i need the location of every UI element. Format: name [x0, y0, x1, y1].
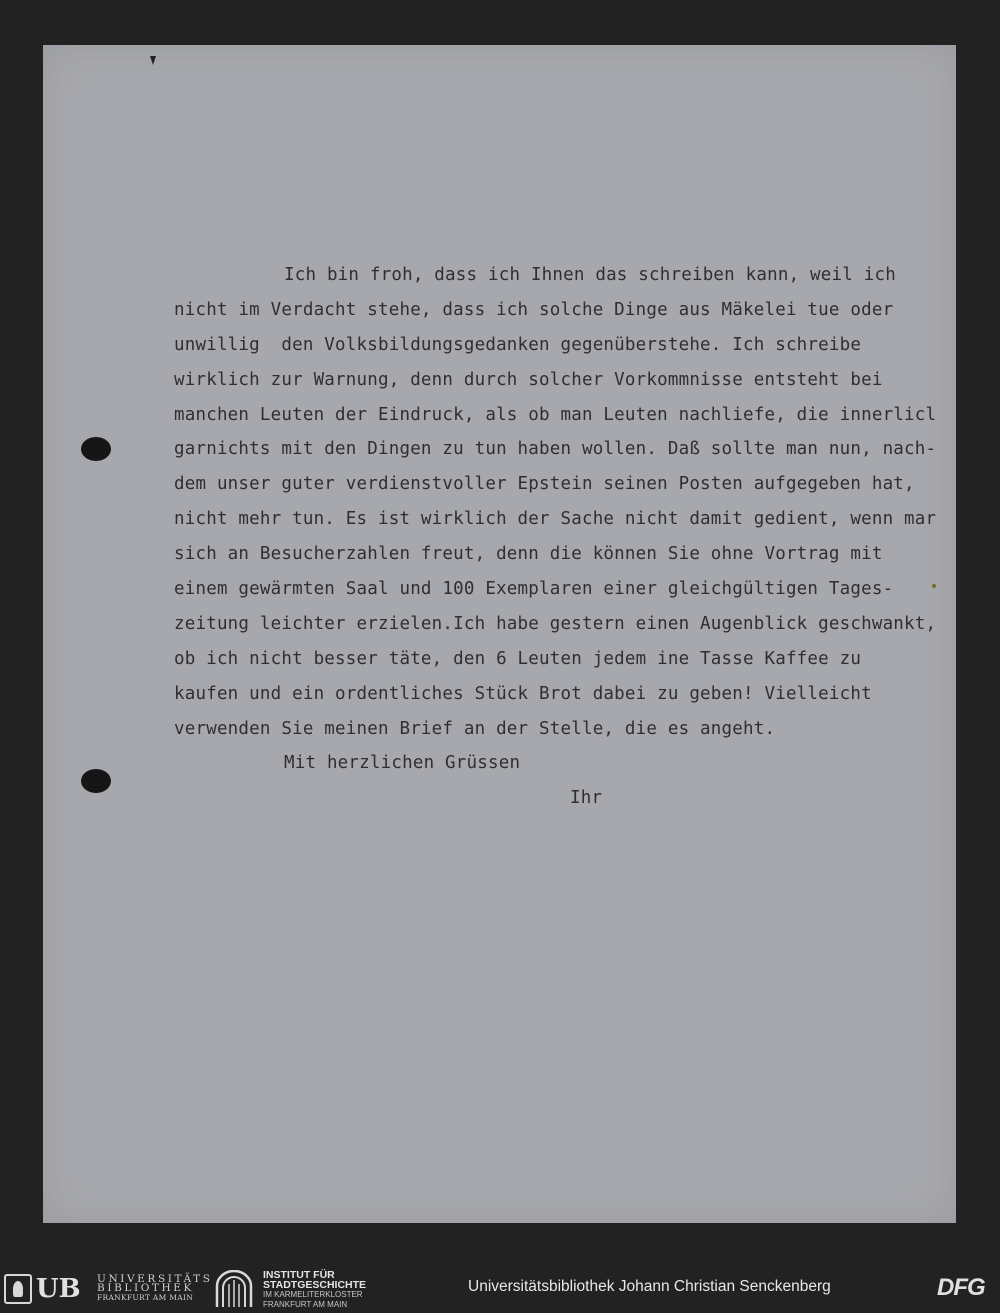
letter-line: ob ich nicht besser täte, den 6 Leuten jedem ine Tasse Kaffee zu [174, 648, 862, 669]
institute-arch-logo-icon [213, 1270, 255, 1308]
punch-hole-bottom [81, 769, 111, 793]
letter-closing: Ihr [570, 788, 603, 809]
letter-line: einem gewärmten Saal und 100 Exemplaren einer gleichgültigen Tages- [174, 579, 894, 600]
university-library-logo[interactable] [4, 1273, 94, 1305]
footer-bar [0, 1262, 1000, 1313]
letter-line: kaufen und ein ordentliches Stück Brot dabei zu geben! Vielleicht [174, 683, 872, 704]
ub-name [97, 1275, 213, 1302]
isg-line4: FRANKFURT AM MAIN [263, 1299, 348, 1309]
isg-line3: IM KARMELITERKLOSTER [263, 1290, 363, 1299]
ub-line3: FRANKFURT AM MAIN [97, 1293, 194, 1302]
letter-line: Ich bin froh, dass ich Ihnen das schreiben kann, weil ich [284, 265, 896, 285]
letter-line: manchen Leuten der Eindruck, als ob man Leuten nachliefe, die innerlicl [174, 404, 937, 425]
isg-line2: STADTGESCHICHTE [263, 1278, 367, 1291]
letter-line: sich an Besucherzahlen freut, denn die können Sie ohne Vortrag mit [174, 544, 883, 565]
margin-mark [150, 56, 156, 65]
ub-letters: UB [36, 1274, 81, 1304]
letter-body [174, 258, 964, 816]
isg-name [263, 1271, 366, 1309]
letter-greeting: Mit herzlichen Grüssen [284, 753, 521, 774]
letter-line: wirklich zur Warnung, denn durch solcher Vorkommnisse entsteht bei [174, 369, 883, 390]
letter-line: dem unser guter verdienstvoller Epstein seinen Posten aufgegeben hat, [174, 474, 915, 495]
punch-hole-top [81, 437, 111, 461]
footer-credit[interactable]: Universitätsbibliothek Johann Christian Senckenberg [468, 1278, 831, 1295]
letter-line: unwillig den Volksbildungsgedanken gegenüberstehe. Ich schreibe [174, 334, 862, 355]
letter-line: verwenden Sie meinen Brief an der Stelle, die es angeht. [174, 718, 776, 739]
isg-line1: INSTITUT FÜR [263, 1269, 335, 1281]
letter-line: nicht mehr tun. Es ist wirklich der Sache nicht damit gedient, wenn mar [174, 509, 937, 530]
letter-line: zeitung leichter erzielen.Ich habe gestern einen Augenblick geschwankt, [174, 613, 937, 634]
ub-line2: BIBLIOTHEK [97, 1282, 194, 1294]
dfg-logo[interactable]: DFG [937, 1274, 985, 1301]
letter-line: nicht im Verdacht stehe, dass ich solche Dinge aus Mäkelei tue oder [174, 299, 894, 320]
letter-line: garnichts mit den Dingen zu tun haben wollen. Daß sollte man nun, nach- [174, 439, 937, 460]
university-library-logo-icon [4, 1274, 32, 1304]
ub-line1: UNIVERSITÄTS [97, 1273, 213, 1285]
